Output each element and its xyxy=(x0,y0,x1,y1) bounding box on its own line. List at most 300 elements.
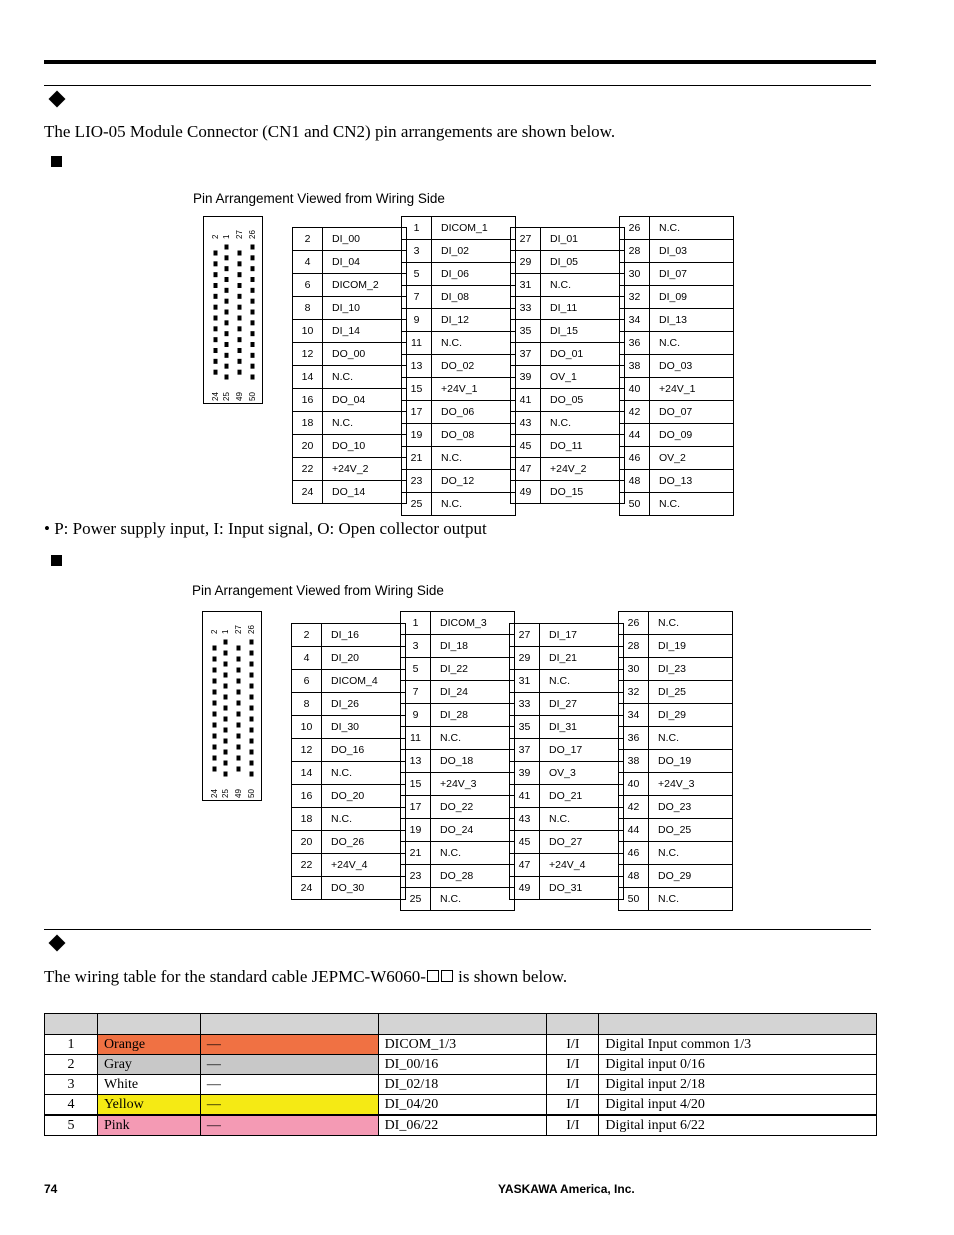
pin-row xyxy=(293,251,407,274)
pin-number: 10 xyxy=(292,716,322,739)
pin-number: 6 xyxy=(292,670,322,693)
connector-pin xyxy=(250,673,254,678)
pin-number: 7 xyxy=(401,681,431,704)
pin-number: 22 xyxy=(292,854,322,877)
connector-pin xyxy=(237,756,241,761)
pin-number: 18 xyxy=(293,412,323,435)
connector-pin xyxy=(213,767,217,772)
wire-number: 1 xyxy=(45,1035,98,1055)
pin-signal: +24V_2 xyxy=(323,458,407,481)
connector-pin xyxy=(224,706,228,711)
pin-signal: DI_10 xyxy=(323,297,407,320)
connector-pin-label: 50 xyxy=(248,392,257,401)
pin-signal: +24V_4 xyxy=(540,854,624,877)
connector-pin xyxy=(224,651,228,656)
pin-number: 18 xyxy=(292,808,322,831)
connector-pin xyxy=(250,684,254,689)
pin-signal: DI_08 xyxy=(432,286,516,309)
connector-pin xyxy=(237,646,241,651)
pin-number: 48 xyxy=(619,865,649,888)
connector-svg xyxy=(204,217,262,403)
io-type: I/I xyxy=(547,1035,599,1055)
pin-signal: +24V_3 xyxy=(649,773,733,796)
connector-pin xyxy=(225,255,229,260)
pin-row xyxy=(620,424,734,447)
connector-pin-label: 25 xyxy=(222,392,231,401)
header-cell xyxy=(200,1014,378,1035)
connector-pin xyxy=(214,251,218,256)
pin-row xyxy=(402,332,516,355)
connector-pin-label: 27 xyxy=(234,625,243,634)
pin-number: 9 xyxy=(402,309,432,332)
pin-row xyxy=(402,240,516,263)
pin-row xyxy=(511,435,625,458)
connector-pin xyxy=(238,294,242,299)
header-cell xyxy=(599,1014,877,1035)
pin-row xyxy=(510,624,624,647)
connector-pin xyxy=(225,299,229,304)
pin-row xyxy=(402,286,516,309)
intro-text: The LIO-05 Module Connector (CN1 and CN2) pin arrangements are shown below. xyxy=(44,122,616,141)
pin-number: 31 xyxy=(510,670,540,693)
pin-signal: N.C. xyxy=(650,493,734,516)
pin-row xyxy=(619,796,733,819)
connector-pin xyxy=(250,750,254,755)
pin-number: 4 xyxy=(293,251,323,274)
pin-signal: +24V_2 xyxy=(541,458,625,481)
connector-pin xyxy=(238,283,242,288)
pin-row xyxy=(401,658,515,681)
pin-number: 41 xyxy=(511,389,541,412)
connector-pin xyxy=(250,728,254,733)
pin-number: 14 xyxy=(292,762,322,785)
wire-number: 3 xyxy=(45,1075,98,1095)
pin-row xyxy=(401,750,515,773)
pin-signal: DI_13 xyxy=(650,309,734,332)
connector-pin xyxy=(214,272,218,277)
pin-row xyxy=(402,493,516,516)
pin-row xyxy=(511,251,625,274)
cn2-pin-table-col1 xyxy=(291,623,406,900)
pin-row xyxy=(293,481,407,504)
pin-row xyxy=(293,366,407,389)
wire-mark: — xyxy=(200,1055,378,1075)
pin-signal: DI_28 xyxy=(431,704,515,727)
pin-row xyxy=(402,401,516,424)
pin-row xyxy=(511,458,625,481)
signal-description: Digital input 4/20 xyxy=(599,1095,877,1116)
pin-row xyxy=(510,808,624,831)
connector-pin xyxy=(225,342,229,347)
pin-signal: OV_1 xyxy=(541,366,625,389)
pin-signal: DI_19 xyxy=(649,635,733,658)
pin-signal: DI_22 xyxy=(431,658,515,681)
connector-pin-label: 50 xyxy=(247,789,256,798)
pin-number: 30 xyxy=(619,658,649,681)
connector-pin xyxy=(251,353,255,358)
connector-pin xyxy=(214,305,218,310)
pin-row xyxy=(620,447,734,470)
pin-number: 17 xyxy=(401,796,431,819)
connector-pin xyxy=(238,370,242,375)
pin-number: 42 xyxy=(620,401,650,424)
pin-signal: N.C. xyxy=(540,808,624,831)
pin-row xyxy=(619,773,733,796)
pin-number: 4 xyxy=(292,647,322,670)
pin-signal: OV_2 xyxy=(650,447,734,470)
pin-number: 20 xyxy=(293,435,323,458)
pin-signal: DI_20 xyxy=(322,647,406,670)
connector-pin xyxy=(214,326,218,331)
pin-number: 36 xyxy=(619,727,649,750)
connector-pin xyxy=(213,712,217,717)
io-type: I/I xyxy=(547,1055,599,1075)
pin-signal: DO_21 xyxy=(540,785,624,808)
connector-pin xyxy=(251,310,255,315)
pin-signal: N.C. xyxy=(540,670,624,693)
pin-row xyxy=(510,716,624,739)
pin-row xyxy=(620,286,734,309)
connector-pin xyxy=(224,695,228,700)
pin-signal: DO_28 xyxy=(431,865,515,888)
pin-signal: +24V_4 xyxy=(322,854,406,877)
connector-pin xyxy=(238,359,242,364)
cn1-pin-table-col4 xyxy=(619,216,734,516)
pin-number: 46 xyxy=(619,842,649,865)
pin-row xyxy=(620,355,734,378)
wire-color: Gray xyxy=(97,1055,200,1075)
pin-signal: N.C. xyxy=(322,808,406,831)
section-divider xyxy=(44,929,871,930)
pin-row xyxy=(401,842,515,865)
pin-number: 39 xyxy=(511,366,541,389)
pin-row xyxy=(292,693,406,716)
connector-pin xyxy=(238,348,242,353)
pin-signal: DO_01 xyxy=(541,343,625,366)
connector-pin xyxy=(251,342,255,347)
connector-pin xyxy=(250,695,254,700)
pin-number: 25 xyxy=(402,493,432,516)
pin-signal: N.C. xyxy=(649,842,733,865)
pin-signal: DO_27 xyxy=(540,831,624,854)
signal-name: DI_06/22 xyxy=(378,1115,547,1136)
pin-row xyxy=(293,297,407,320)
pin-signal: DO_19 xyxy=(649,750,733,773)
signal-description: Digital input 0/16 xyxy=(599,1055,877,1075)
pin-number: 47 xyxy=(511,458,541,481)
pin-signal: DO_10 xyxy=(323,435,407,458)
pin-number: 45 xyxy=(510,831,540,854)
pin-signal: DI_26 xyxy=(322,693,406,716)
pin-signal: N.C. xyxy=(323,412,407,435)
pin-signal: DICOM_4 xyxy=(322,670,406,693)
connector-pin-label: 25 xyxy=(221,789,230,798)
pin-row xyxy=(402,355,516,378)
wire-color: Pink xyxy=(97,1115,200,1136)
pin-number: 40 xyxy=(619,773,649,796)
pin-signal: DICOM_1 xyxy=(432,217,516,240)
pin-number: 40 xyxy=(620,378,650,401)
connector-pin xyxy=(250,761,254,766)
pin-row xyxy=(292,762,406,785)
connector-pin xyxy=(213,646,217,651)
connector-pin xyxy=(225,375,229,380)
section-divider xyxy=(44,85,871,86)
pin-number: 42 xyxy=(619,796,649,819)
pin-number: 33 xyxy=(511,297,541,320)
signal-description: Digital input 6/22 xyxy=(599,1115,877,1136)
pin-signal: DI_05 xyxy=(541,251,625,274)
diamond-bullet-icon xyxy=(49,91,66,108)
connector-pin-label: 1 xyxy=(221,629,230,634)
pin-number: 15 xyxy=(401,773,431,796)
connector-pin xyxy=(251,299,255,304)
pin-signal: DI_00 xyxy=(323,228,407,251)
connector-pin xyxy=(225,320,229,325)
pin-signal: N.C. xyxy=(649,888,733,911)
pin-signal: DO_16 xyxy=(322,739,406,762)
header-cell xyxy=(97,1014,200,1035)
pin-number: 7 xyxy=(402,286,432,309)
pin-row xyxy=(292,716,406,739)
pin-number: 28 xyxy=(619,635,649,658)
header-cell xyxy=(378,1014,547,1035)
pin-signal: +24V_1 xyxy=(432,378,516,401)
pin-row xyxy=(620,263,734,286)
connector-pin xyxy=(251,288,255,293)
connector-pin-label: 24 xyxy=(210,789,219,798)
pin-row xyxy=(292,670,406,693)
pin-row xyxy=(293,343,407,366)
pin-number: 30 xyxy=(620,263,650,286)
connector-pin-label: 26 xyxy=(247,625,256,634)
pin-signal: N.C. xyxy=(323,366,407,389)
connector-pin xyxy=(250,651,254,656)
pin-signal: DI_01 xyxy=(541,228,625,251)
pin-signal: DO_14 xyxy=(323,481,407,504)
pin-row xyxy=(292,647,406,670)
pin-signal: DI_12 xyxy=(432,309,516,332)
connector-pin-label: 49 xyxy=(234,789,243,798)
connector-pin xyxy=(225,266,229,271)
connector-pin xyxy=(224,673,228,678)
pin-row xyxy=(619,704,733,727)
pin-number: 23 xyxy=(401,865,431,888)
wire-number: 5 xyxy=(45,1115,98,1136)
connector-pin xyxy=(238,305,242,310)
pin-number: 37 xyxy=(510,739,540,762)
pin-signal: DO_06 xyxy=(432,401,516,424)
pin-number: 3 xyxy=(402,240,432,263)
connector-pin xyxy=(250,772,254,777)
pin-number: 35 xyxy=(511,320,541,343)
pin-row xyxy=(292,877,406,900)
connector-pin xyxy=(225,331,229,336)
pin-signal: DI_29 xyxy=(649,704,733,727)
pin-row xyxy=(619,888,733,911)
pin-signal: N.C. xyxy=(541,274,625,297)
pin-row xyxy=(402,309,516,332)
cn1-caption: Pin Arrangement Viewed from Wiring Side xyxy=(193,191,445,206)
connector-pin xyxy=(238,316,242,321)
connector-pin xyxy=(251,364,255,369)
connector-pin xyxy=(251,375,255,380)
pin-number: 1 xyxy=(402,217,432,240)
pin-row xyxy=(510,693,624,716)
connector-pin xyxy=(251,255,255,260)
pin-number: 21 xyxy=(401,842,431,865)
connector-pin xyxy=(224,750,228,755)
connector-pin-label: 2 xyxy=(211,234,220,239)
cn1-pin-table-col3 xyxy=(510,227,625,504)
signal-name: DI_00/16 xyxy=(378,1055,547,1075)
pin-row xyxy=(401,773,515,796)
connector-pin xyxy=(225,288,229,293)
connector-pin xyxy=(237,668,241,673)
pin-signal: DI_07 xyxy=(650,263,734,286)
connector-pin xyxy=(213,745,217,750)
pin-row xyxy=(401,635,515,658)
connector-pin xyxy=(213,701,217,706)
connector-pin xyxy=(224,739,228,744)
pin-row xyxy=(510,831,624,854)
pin-signal: N.C. xyxy=(432,332,516,355)
pin-row xyxy=(402,424,516,447)
pin-row xyxy=(510,877,624,900)
pin-signal: DO_03 xyxy=(650,355,734,378)
pin-row xyxy=(292,785,406,808)
pin-number: 5 xyxy=(402,263,432,286)
pin-number: 27 xyxy=(511,228,541,251)
connector-pin xyxy=(237,701,241,706)
pin-row xyxy=(620,332,734,355)
wiring-row xyxy=(45,1095,877,1116)
pin-number: 33 xyxy=(510,693,540,716)
diamond-bullet-icon xyxy=(49,935,66,952)
pin-row xyxy=(511,389,625,412)
pin-number: 13 xyxy=(402,355,432,378)
signal-note: • P: Power supply input, I: Input signal, O: Open collector output xyxy=(44,519,487,538)
pin-signal: DI_06 xyxy=(432,263,516,286)
pin-signal: DO_25 xyxy=(649,819,733,842)
pin-row xyxy=(511,297,625,320)
connector-pin xyxy=(214,283,218,288)
pin-signal: DI_11 xyxy=(541,297,625,320)
pin-signal: DO_17 xyxy=(540,739,624,762)
pin-row xyxy=(292,854,406,877)
pin-number: 24 xyxy=(293,481,323,504)
pin-signal: DI_27 xyxy=(540,693,624,716)
pin-number: 44 xyxy=(620,424,650,447)
pin-signal: DO_11 xyxy=(541,435,625,458)
pin-signal: DICOM_3 xyxy=(431,612,515,635)
wire-mark: — xyxy=(200,1035,378,1055)
pin-number: 39 xyxy=(510,762,540,785)
pin-number: 43 xyxy=(511,412,541,435)
pin-row xyxy=(511,412,625,435)
pin-signal: OV_3 xyxy=(540,762,624,785)
signal-name: DI_02/18 xyxy=(378,1075,547,1095)
pin-signal: DI_18 xyxy=(431,635,515,658)
cn1-pin-table-col2 xyxy=(401,216,516,516)
pin-signal: DO_04 xyxy=(323,389,407,412)
pin-row xyxy=(620,240,734,263)
connector-svg xyxy=(203,612,261,800)
pin-signal: DO_08 xyxy=(432,424,516,447)
pin-row xyxy=(293,320,407,343)
pin-row xyxy=(619,819,733,842)
wire-mark: — xyxy=(200,1075,378,1095)
connector-pin xyxy=(237,657,241,662)
pin-signal: N.C. xyxy=(431,888,515,911)
connector-pin xyxy=(214,261,218,266)
pin-number: 26 xyxy=(620,217,650,240)
connector-pin-label: 1 xyxy=(222,234,231,239)
connector-pin xyxy=(213,679,217,684)
wiring-table xyxy=(44,1013,877,1136)
pin-number: 32 xyxy=(620,286,650,309)
wiring-row xyxy=(45,1055,877,1075)
pin-signal: DI_30 xyxy=(322,716,406,739)
connector-pin xyxy=(251,266,255,271)
pin-row xyxy=(511,320,625,343)
pin-number: 19 xyxy=(401,819,431,842)
connector-pin xyxy=(238,326,242,331)
connector-pin xyxy=(225,364,229,369)
connector-pin xyxy=(237,712,241,717)
connector-pin-label: 49 xyxy=(235,392,244,401)
pin-number: 8 xyxy=(293,297,323,320)
pin-signal: DO_18 xyxy=(431,750,515,773)
pin-row xyxy=(511,274,625,297)
pin-row xyxy=(511,343,625,366)
wire-color: White xyxy=(97,1075,200,1095)
pin-row xyxy=(293,274,407,297)
pin-number: 14 xyxy=(293,366,323,389)
wire-color: Orange xyxy=(97,1035,200,1055)
placeholder-square-icon xyxy=(427,970,439,982)
pin-signal: N.C. xyxy=(649,612,733,635)
pin-row xyxy=(620,401,734,424)
pin-number: 16 xyxy=(292,785,322,808)
pin-signal: N.C. xyxy=(650,332,734,355)
pin-number: 23 xyxy=(402,470,432,493)
pin-signal: DO_13 xyxy=(650,470,734,493)
pin-number: 9 xyxy=(401,704,431,727)
pin-row xyxy=(401,681,515,704)
connector-pin xyxy=(214,348,218,353)
connector-pin xyxy=(251,320,255,325)
square-bullet-icon xyxy=(51,555,62,566)
signal-name: DI_04/20 xyxy=(378,1095,547,1116)
pin-row xyxy=(510,647,624,670)
pin-row xyxy=(619,750,733,773)
pin-row xyxy=(293,435,407,458)
pin-number: 11 xyxy=(402,332,432,355)
connector-pin xyxy=(250,717,254,722)
connector-pin xyxy=(213,723,217,728)
pin-row xyxy=(620,470,734,493)
pin-number: 35 xyxy=(510,716,540,739)
pin-number: 22 xyxy=(293,458,323,481)
pin-signal: DI_31 xyxy=(540,716,624,739)
pin-signal: DI_25 xyxy=(649,681,733,704)
pin-row xyxy=(293,458,407,481)
pin-signal: DO_12 xyxy=(432,470,516,493)
signal-description: Digital input 2/18 xyxy=(599,1075,877,1095)
pin-number: 49 xyxy=(510,877,540,900)
pin-signal: N.C. xyxy=(650,217,734,240)
